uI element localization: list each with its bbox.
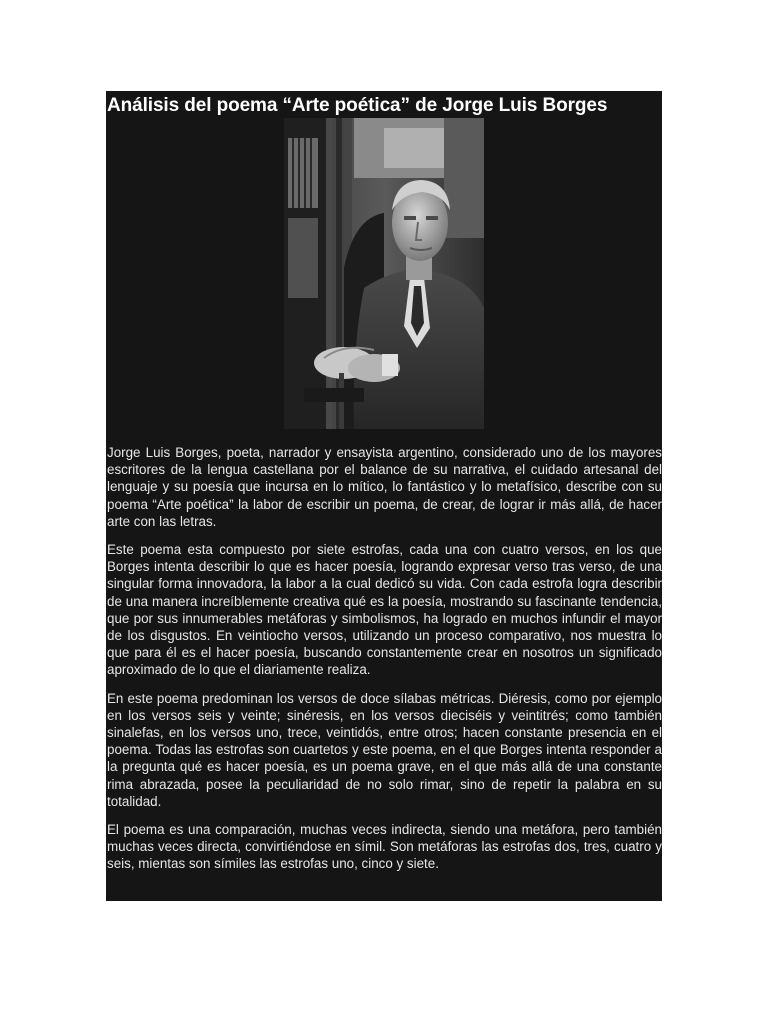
paragraph: Este poema esta compuesto por siete estrofas, cada una con cuatro versos, en los que Borges intenta describir lo que es hacer poesía, logrando expresar verso tras verso, de una singular forma innovadora, la labor a la cual dedicó su vida. Con cada estrofa logra describir de una manera increíblemente creativa qué es la poesía, mostrando su fascinante tendencia, que por sus innumerables metáforas y simbolismos, ha logrado en muchos infundir el mayor de los disgustos. En veintiocho versos, utilizando un proceso comparativo, nos muestra lo que para él es el hacer poesía, buscando constantemente crear en nosotros un significado aproximado de lo que el diariamente realiza. (107, 542, 662, 678)
paragraph: Jorge Luis Borges, poeta, narrador y ensayista argentino, considerado uno de los mayores escritores de la lengua castellana por el balance de su narrativa, el cuidado artesanal del lenguaje y su poesía que incursa en lo mítico, lo fantástico y lo metafísico, describe con su poema “Arte poética” la labor de escribir un poema, de crear, de lograr ir más allá, de hacer arte con las letras. (107, 445, 662, 529)
document-block (106, 91, 662, 901)
document-title: Análisis del poema “Arte poética” de Jorge Luis Borges (107, 95, 608, 116)
document-body (106, 429, 662, 873)
paragraph: En este poema predominan los versos de doce sílabas métricas. Diéresis, como por ejemplo en los versos seis y veinte; sinéresis, en los versos dieciséis y veintitrés; como también sinalefas, en los versos uno, trece, veintidós, entre otros; hacen constante presencia en el poema. Todas las estrofas son cuartetos y este poema, en el que Borges intenta responder a la pregunta qué es hacer poesía, es un poema grave, en el que más allá de una constante rima abrazada, posee la peculiaridad de no solo rimar, sino de repetir la palabra en su totalidad. (107, 690, 662, 809)
borges-portrait-photo (284, 118, 484, 429)
portrait-photo-icon (284, 118, 484, 429)
paragraph: El poema es una comparación, muchas veces indirecta, siendo una metáfora, pero también muchas veces directa, convirtiéndose en símil. Son metáforas las estrofas dos, tres, cuatro y seis, mientas son símiles las estrofas uno, cinco y siete. (107, 822, 662, 872)
